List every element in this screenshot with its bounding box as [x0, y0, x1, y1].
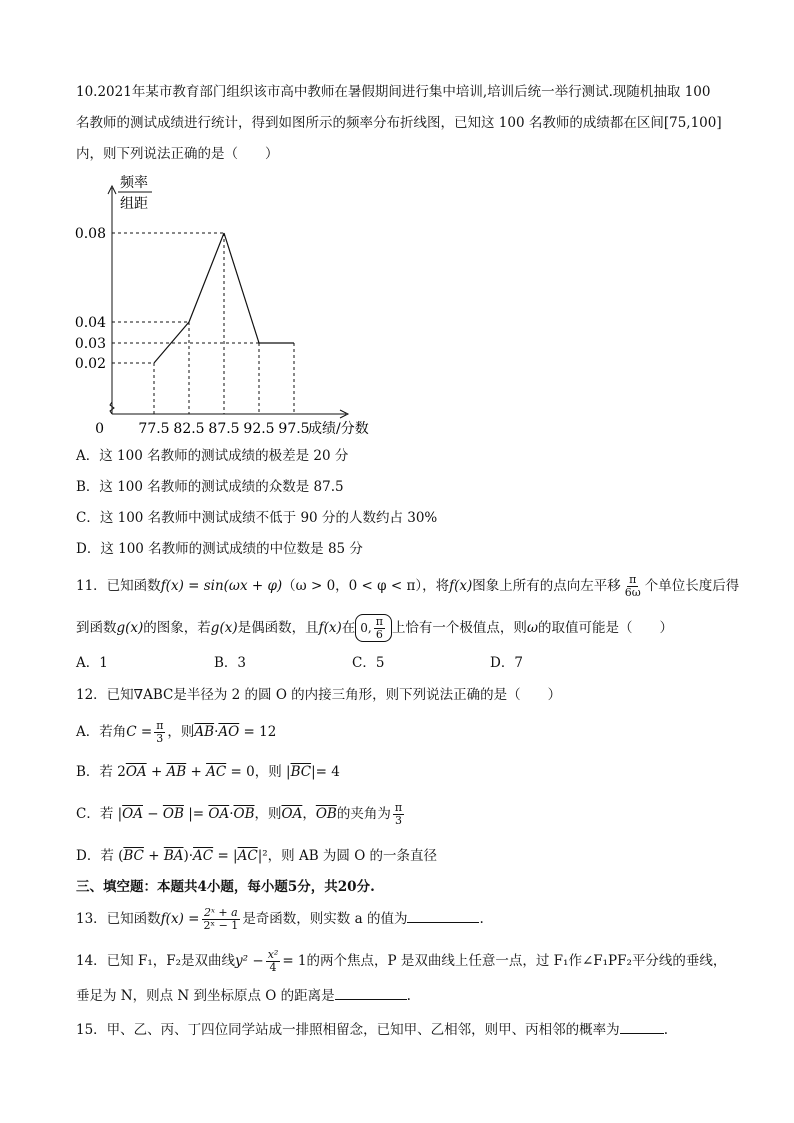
y-tick-label-2: 0.03 [74, 336, 106, 352]
y-axis-label-bottom: 组距 [120, 196, 148, 212]
q10-option-c: C．这 100 名教师中测试成绩不低于 90 分的人数约占 30% [76, 510, 438, 526]
q11-interval: 0, $\frac{\pi}{6}$ [355, 614, 392, 642]
q11-l2b: 的图象，若 [143, 620, 211, 636]
q12-option-d: D．若 $(\overline{BC} + \overline{BA})\cdot\overline{AC} = |\overline{AC}|^2$，则 AB 为圆 O 的一条直径 [76, 848, 438, 864]
q15: 15．甲、乙、丙、丁四位同学站成一排照相留念，已知甲、乙相邻，则甲、丙相邻的概率为 . [76, 1019, 668, 1040]
q11-l2c: 是偶函数，且 [237, 620, 319, 636]
q11-gx2: g(x) [210, 620, 238, 636]
series-segment-2 [224, 233, 259, 343]
q11-options [76, 653, 628, 673]
q11-p1: 11．已知函数 [76, 578, 161, 594]
q11-l2f: 的取值可能是（ ） [537, 620, 673, 636]
x-tick-label-4: 97.5 [278, 421, 310, 437]
q11-option-c: C．5 [352, 655, 385, 671]
q11-cond: （ω > 0，0 < φ < π），将 [282, 578, 450, 594]
q11-option-b: B．3 [214, 655, 247, 671]
q15-answer-blank[interactable] [620, 1019, 664, 1034]
q11-option-a: A．1 [76, 655, 108, 671]
q10-option-d: D．这 100 名教师的测试成绩的中位数是 85 分 [76, 541, 363, 557]
q12-option-a: A．若角C = $\frac{\pi}{3}$ ，则$\overline{AB}\cdot\overline{AO} = 12$ [76, 719, 277, 745]
q13-answer-blank[interactable] [407, 908, 479, 923]
frequency-polygon-chart [70, 170, 390, 440]
section-3-heading: 三、填空题：本题共4小题，每小题5分，共20分. [76, 879, 375, 895]
q12-option-b: B．若 $2\overline{OA} + \overline{AB} + \overline{AC} = 0$，则 $|\overline{BC}|= 4$ [76, 764, 340, 780]
q11-line1 [76, 572, 739, 600]
y-tick-label-1: 0.04 [74, 315, 106, 331]
q10-stem-line2: 名教师的测试成绩进行统计，得到如图所示的频率分布折线图，已知这 100 名教师的成绩都在区间[75,100] [76, 115, 722, 131]
q14-line1: 14．已知 F₁，F₂是双曲线y² − $\frac{\text{x²}}{4}$ = 1的两个焦点，P 是双曲线上任意一点，过 F₁作∠F₁PF₂平分线的垂线， [76, 948, 727, 974]
q10-stem-line1: 10.2021年某市教育部门组织该市高中教师在暑假期间进行集中培训,培训后统一举行测试.现随机抽取 100 [76, 84, 711, 100]
q14-answer-blank[interactable] [335, 985, 407, 1000]
q11-fx: f(x) = sin(ωx + φ) [160, 578, 283, 594]
y-tick-label-0: 0.08 [74, 226, 106, 242]
x-tick-label-2: 87.5 [208, 421, 240, 437]
q10-option-a: A．这 100 名教师的测试成绩的极差是 20 分 [76, 448, 349, 464]
q11-l2e: 上恰有一个极值点，则 [391, 620, 527, 636]
q11-shift-fraction: $\frac{\pi}{6\omega}$ [624, 573, 641, 599]
y-tick-label-3: 0.02 [74, 356, 106, 372]
q10-stem-line3: 内，则下列说法正确的是（ ） [76, 146, 279, 162]
q11-l2a: 到函数 [76, 620, 117, 636]
x-tick-label-3: 92.5 [243, 421, 275, 437]
q12-stem: 12．已知∇ABC是半径为 2 的圆 O 的内接三角形，则下列说法正确的是（ ） [76, 687, 562, 703]
series-segment-0 [154, 322, 189, 363]
q11-line2 [76, 614, 673, 642]
q11-gx: g(x) [116, 620, 144, 636]
q11-option-d: D．7 [490, 655, 523, 671]
x-tick-label-1: 82.5 [173, 421, 205, 437]
q11-fx2: f(x) [449, 578, 473, 594]
q13: 13．已知函数f(x) = $\frac{\text{2ˣ + a}}{\text{2ˣ − 1}}$ 是奇函数，则实数 a 的值为 . [76, 906, 484, 932]
series-segment-1 [189, 233, 224, 322]
y-axis-label-top: 频率 [120, 175, 148, 191]
q11-p2: 图象上所有的点向左平移 [472, 578, 621, 594]
q11-l2d: 在 [341, 620, 356, 636]
x-tick-label-0: 77.5 [138, 421, 170, 437]
q10-option-b: B．这 100 名教师的测试成绩的众数是 87.5 [76, 479, 344, 495]
q11-p3: 个单位长度后得 [644, 578, 740, 594]
q12-option-c: C．若 $|\overline{OA} - \overline{OB}$ |= $\overline{OA}\cdot\overline{OB}$，则$\overline{OA}$，$\overline{OB}$的夹角为 $\frac{\pi}{3}$ [76, 801, 403, 827]
x-axis-label: 成绩/分数 [308, 421, 369, 437]
q14-line2: 垂足为 N，则点 N 到坐标原点 O 的距离是 . [76, 985, 411, 1006]
q11-omega: ω [526, 620, 538, 636]
origin-label: 0 [95, 421, 104, 437]
q11-fx3: f(x) [318, 620, 342, 636]
